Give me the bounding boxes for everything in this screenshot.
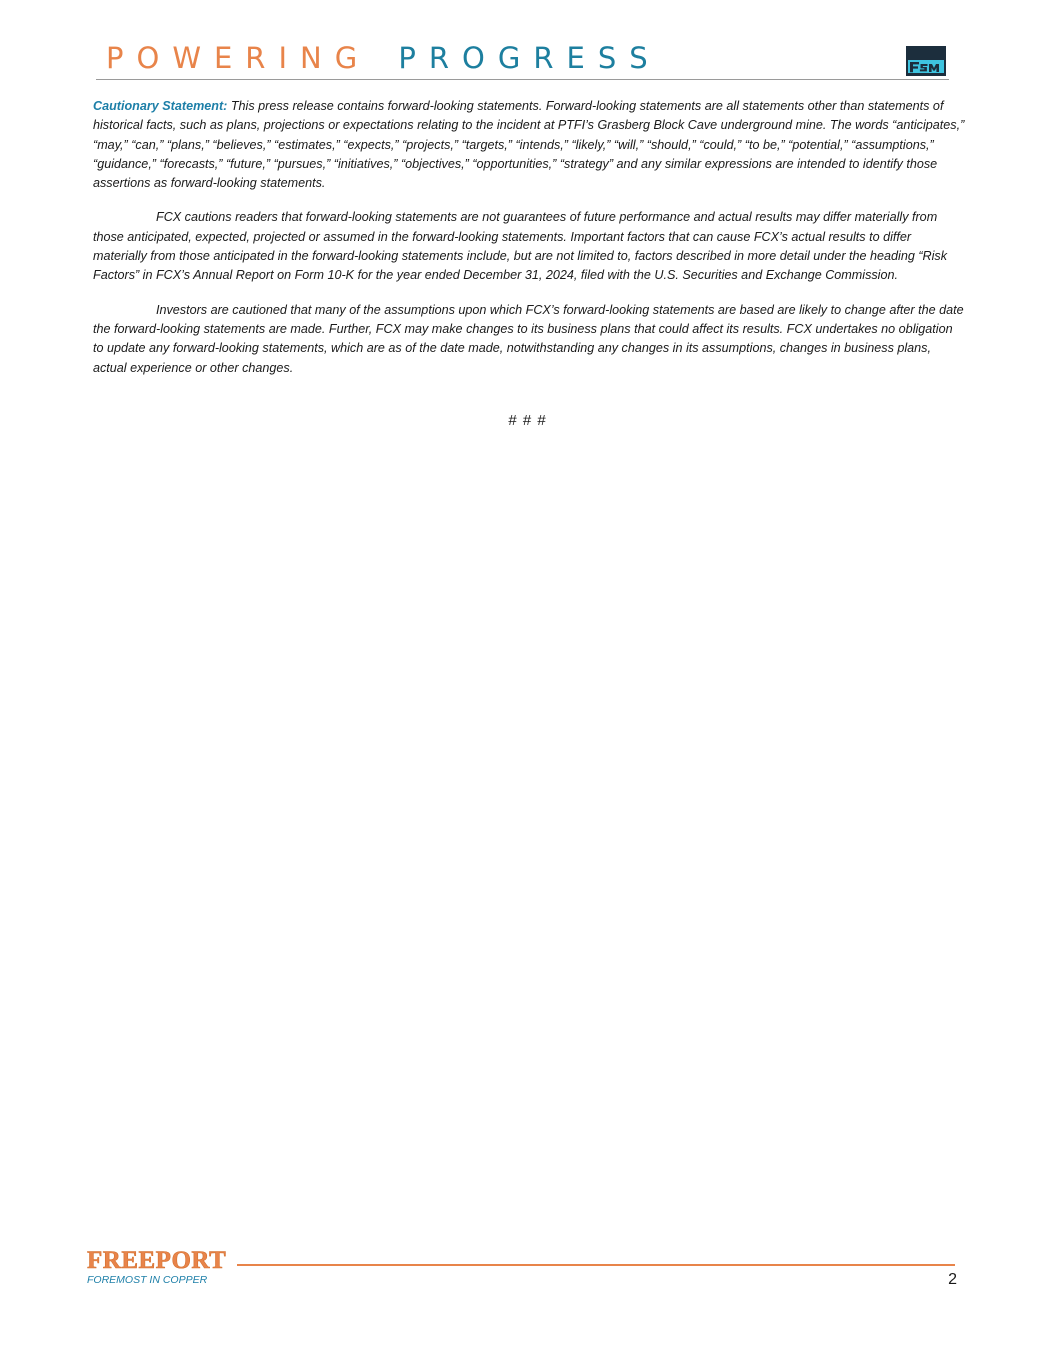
paragraph-3: Investors are cautioned that many of the assumptions upon which FCX’s forward-looking statements are based are likely to change after the date the forward-looking statements are made. Further, FCX may make changes to its business plans that could affect its results. FCX undertakes no obligation to update any forward-looking statements, which are as of the date made, notwithstanding any changes in its assumptions, changes in business plans, actual experience or other changes.	[93, 302, 964, 375]
footer-divider	[237, 1264, 955, 1266]
page-number: 2	[948, 1271, 957, 1288]
paragraph-2: FCX cautions readers that forward-looking statements are not guarantees of future performance and actual results may differ materially from those anticipated, expected, projected or assumed in the forward-looking statements. Important factors that can cause FCX’s actual results to differ materially from those anticipated in the forward-looking statements include, but are not limited to, factors described in more detail under the heading “Risk Factors” in FCX’s Annual Report on Form 10-K for the year ended December 31, 2024, filed with the U.S. Securities and Exchange Commission.	[93, 210, 948, 283]
freeport-brand: FREEPORT	[87, 1247, 227, 1274]
end-mark: # # #	[508, 412, 547, 429]
cautionary-statement	[93, 97, 965, 393]
header-title-powering: POWERING	[106, 41, 371, 75]
header-title-progress: PROGRESS	[398, 41, 661, 75]
cautionary-lead: Cautionary Statement:	[93, 99, 228, 113]
freeport-tagline: FOREMOST IN COPPER	[87, 1274, 208, 1286]
header-divider	[96, 79, 949, 80]
paragraph-1-text: This press release contains forward-looking statements. Forward-looking statements are all statements other than statements of historical facts, such as plans, projections or expectations relating to the incident at PTFI’s Grasberg Block Cave underground mine. The words “anticipates,” “may,” “can,” “plans,” “believes,” “estimates,” “expects,” “projects,” “targets,” “intends,” “likely,” “will,” “should,” “could,” “to be,” “potential,” “assumptions,” “guidance,” “forecasts,” “future,” “pursues,” “initiatives,” “objectives,” “opportunities,” “strategy” and any similar expressions are intended to identify those assertions as forward-looking statements.	[93, 99, 965, 191]
header-title	[106, 41, 661, 75]
paragraph-1	[93, 97, 965, 193]
freeport-logo	[87, 1247, 227, 1290]
fcx-logo	[906, 46, 946, 76]
